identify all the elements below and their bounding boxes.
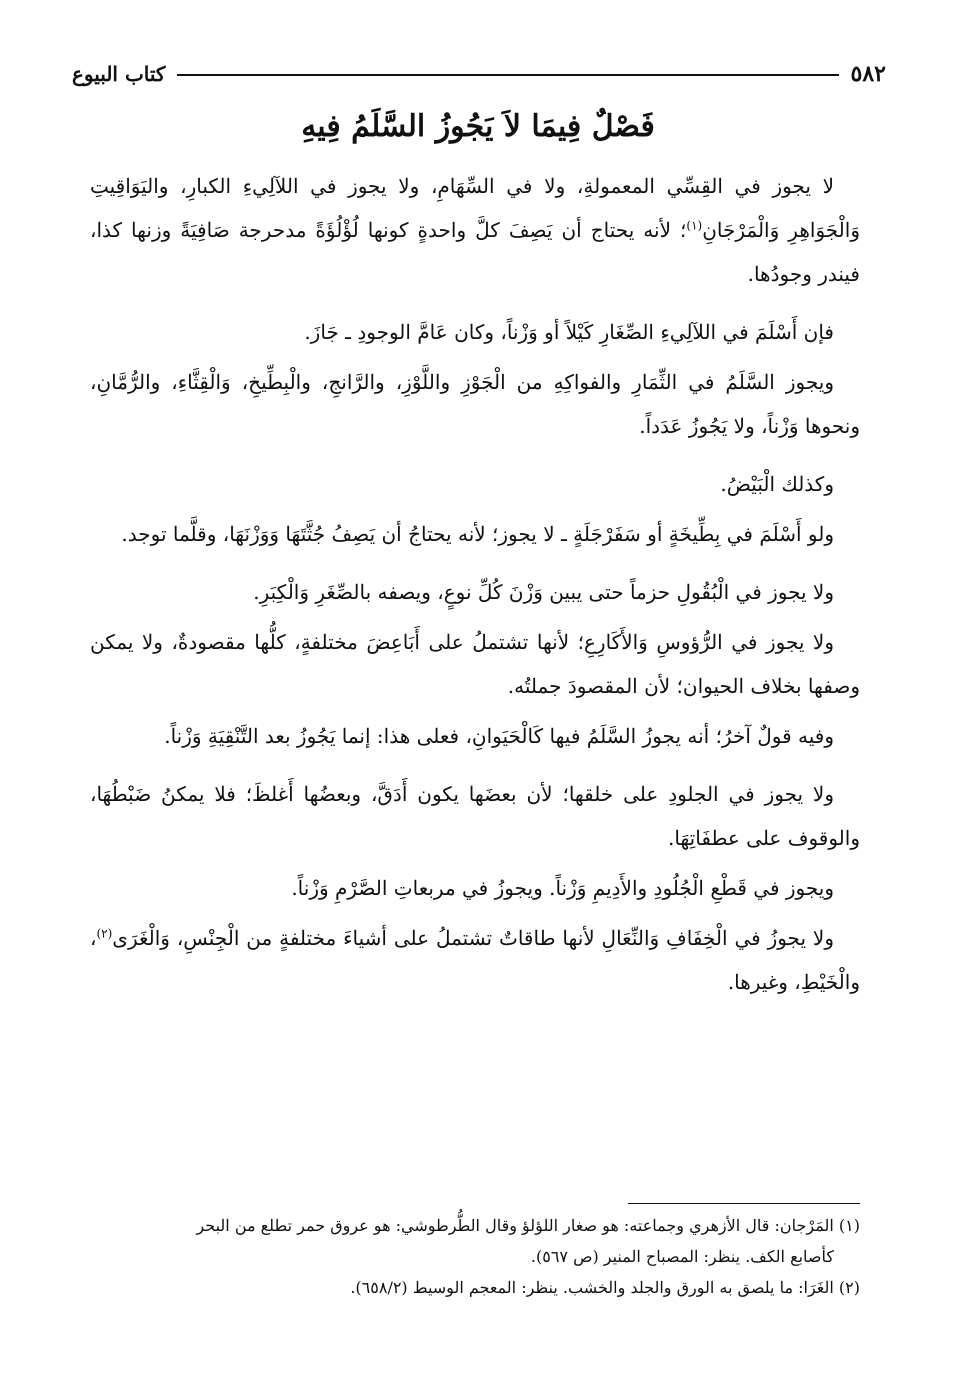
header-rule <box>177 74 838 76</box>
paragraph: لا يجوز في القِسِّي المعمولةِ، ولا في السِّهَامِ، ولا يجوز في اللآلِيءِ الكبارِ، واليَوَاقِيتِ وَالْجَوَاهِرِ وَالْمَرْجَانِ$^{(١)}$؛ لأنه يحتاج أن يَصِفَ كلَّ واحدةٍ كونها لُؤْلُؤَةً مدحرجة صَافِيَةً وزنها كذا، فيندر وجودُها. <box>90 174 860 286</box>
footnote-separator <box>628 1203 860 1204</box>
paragraph: فإن أَسْلَمَ في اللآلِيءِ الصِّغَارِ كَيْلاً أو وَزْناً، وكان عَامَّ الوجودِ ـ جَازَ. <box>304 320 834 344</box>
running-header <box>72 58 886 90</box>
paragraph: ولا يجوز في الجلودِ على خلقها؛ لأن بعضَها يكون أَدَقَّ، وبعضُها أَغلظَ؛ فلا يمكنُ ضَبْطُهَا، والوقوف على عطفَاتِهَا. <box>90 782 860 850</box>
footnotes <box>90 1210 860 1303</box>
footnote-ref: (٢) <box>96 926 113 941</box>
footnote <box>90 1272 860 1303</box>
paragraph: وكذلك الْبَيْضُ. <box>720 472 834 496</box>
footnote-marker: (٢) <box>838 1278 860 1297</box>
footnote-text-continued: كأصابع الكف. ينظر: المصباح المنير (ص ٥٦٧). <box>530 1247 834 1266</box>
paragraph: ولا يجوزُ في الْخِفَافِ وَالنِّعَالِ لأنها طاقاتٌ تشتملُ على أشياءَ مختلفةٍ من الْجِنْسِ، وَالْغَرَى$^{(٢)}$، والْخَيْطِ، وغيرها. <box>90 926 860 994</box>
footnote-text: المَرْجان: قال الأزهري وجماعته: هو صغار اللؤلؤ وقال الطُّرطوشي: هو عروق حمر تطلع من البحر <box>196 1216 834 1235</box>
paragraph: ويجوز في قَطْعِ الْجُلُودِ والأَدِيمِ وَزْناً. ويجوزُ في مربعاتِ الصَّرْمِ وَزْناً. <box>291 876 834 900</box>
footnote-marker: (١) <box>838 1216 860 1235</box>
paragraph: ويجوز السَّلَمُ في الثِّمَارِ والفواكِهِ من الْجَوْزِ واللَّوْزِ، والرَّانجِ، والْبِطِّيخِ، وَالْقِثَّاءِ، والرُّمَّانِ، ونحوها وَزْناً، ولا يَجُوزُ عَدَداً. <box>90 370 860 438</box>
book-title: كتاب البيوع <box>72 62 166 86</box>
body-text <box>90 164 860 1010</box>
page-number: ٥٨٢ <box>850 61 886 87</box>
paragraph: ولو أَسْلَمَ في بِطِّيخَةٍ أو سَفَرْجَلَةٍ ـ لا يجوز؛ لأنه يحتاجُ أن يَصِفُ جُثَّتَهَا وَوَزْنَهَا، وقلَّما توجد. <box>121 522 834 546</box>
paragraph: وفيه قولٌ آخرُ؛ أنه يجوزُ السَّلَمُ فيها كَالْحَيَوانِ، فعلى هذا: إنما يَجُوزُ بعد التَّنْقِيَةِ وَزْناً. <box>164 724 834 748</box>
footnote-ref: (١) <box>686 218 703 233</box>
footnote-text: الغَرَا: ما يلصق به الورق والجلد والخشب. ينظر: المعجم الوسيط (٦٥٨/٢). <box>350 1278 834 1297</box>
section-title: فَصْلٌ فِيمَا لاَ يَجُوزُ السَّلَمُ فِيهِ <box>301 109 655 144</box>
paragraph: ولا يجوز في الْبُقُولِ حزماً حتى يبين وَزْنَ كُلِّ نوعٍ، ويصفه بالصِّغَرِ وَالْكِبَرِ. <box>253 580 834 604</box>
footnote <box>90 1210 860 1272</box>
paragraph: ولا يجوز في الرُّؤوسِ وَالأَكَارِعِ؛ لأنها تشتملُ على أَبَاعِضَ مختلفةٍ، كلُّها مقصودةٌ، ولا يمكن وصفها بخلاف الحيوان؛ لأن المقصودَ جملتُه. <box>90 630 860 698</box>
